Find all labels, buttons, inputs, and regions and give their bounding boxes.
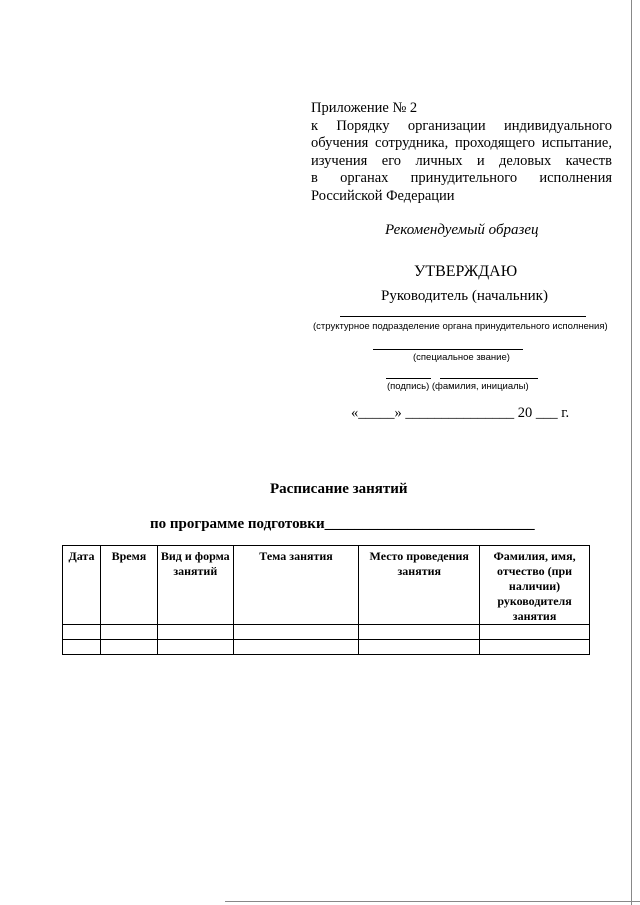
caption-unit: (структурное подразделение органа принудительного исполнения) bbox=[313, 321, 608, 332]
table-cell bbox=[359, 640, 480, 655]
table-cell bbox=[359, 625, 480, 640]
approval-heading: УТВЕРЖДАЮ bbox=[414, 263, 518, 280]
rank-blank-line bbox=[373, 349, 523, 350]
table-row bbox=[63, 640, 590, 655]
table-cell bbox=[157, 625, 233, 640]
header-time: Время bbox=[100, 546, 157, 625]
table-cell bbox=[233, 625, 359, 640]
appendix-line: в органах принудительного исполнения bbox=[311, 170, 612, 187]
appendix-line: к Порядку организации индивидуального bbox=[311, 117, 612, 134]
appendix-line: изучения его личных и деловых качеств bbox=[311, 152, 612, 169]
header-topic: Тема занятия bbox=[233, 546, 359, 625]
table-row bbox=[63, 625, 590, 640]
document-title: Расписание занятий bbox=[270, 481, 408, 497]
program-line: по программе подготовки____________________________ bbox=[150, 516, 535, 532]
sample-label: Рекомендуемый образец bbox=[385, 222, 539, 238]
page-edge-right bbox=[631, 0, 632, 905]
table-cell bbox=[100, 640, 157, 655]
name-blank-line bbox=[440, 378, 538, 379]
header-type: Вид и форма занятий bbox=[157, 546, 233, 625]
signature-blank-line bbox=[386, 378, 431, 379]
appendix-block bbox=[311, 100, 612, 206]
schedule-table bbox=[62, 545, 590, 655]
table-cell bbox=[63, 625, 101, 640]
header-date: Дата bbox=[63, 546, 101, 625]
table-cell bbox=[157, 640, 233, 655]
table-cell bbox=[63, 640, 101, 655]
page-edge-bottom bbox=[225, 901, 640, 902]
approval-position: Руководитель (начальник) bbox=[381, 288, 548, 304]
approval-date-line: «_____» _______________ 20 ___ г. bbox=[351, 405, 570, 421]
unit-blank-line bbox=[340, 316, 586, 317]
table-cell bbox=[100, 625, 157, 640]
appendix-line: Российской Федерации bbox=[311, 187, 455, 204]
header-instructor: Фамилия, имя, отчество (при наличии) руководителя занятия bbox=[480, 546, 590, 625]
table-cell bbox=[480, 640, 590, 655]
caption-signature: (подпись) (фамилия, инициалы) bbox=[387, 381, 529, 392]
appendix-title: Приложение № 2 bbox=[311, 100, 418, 116]
table-cell bbox=[480, 625, 590, 640]
table-header-row bbox=[63, 546, 590, 625]
caption-rank: (специальное звание) bbox=[413, 352, 510, 363]
appendix-line: обучения сотрудника, проходящего испытание, bbox=[311, 135, 612, 152]
header-location: Место проведения занятия bbox=[359, 546, 480, 625]
table-cell bbox=[233, 640, 359, 655]
